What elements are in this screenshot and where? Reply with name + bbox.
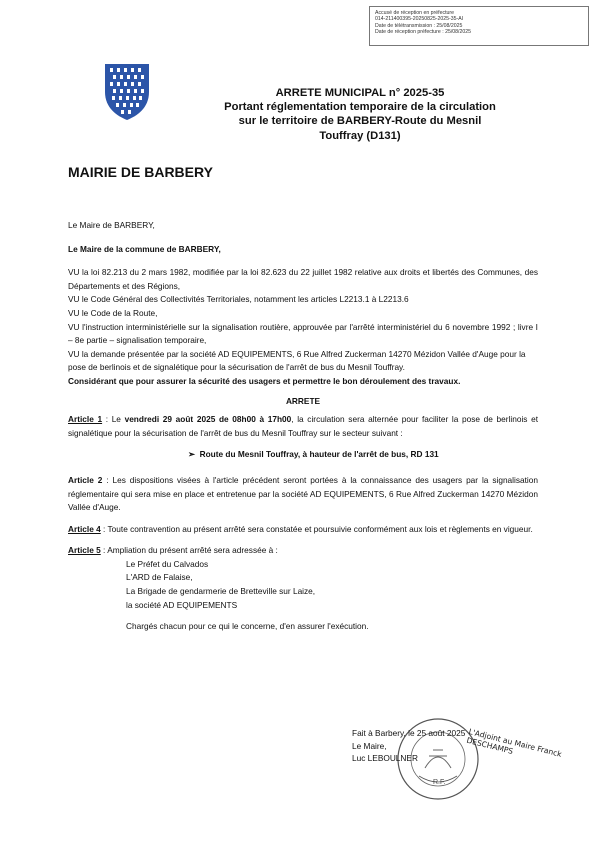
signature-block (352, 727, 465, 765)
article-text: : Toute contravention au présent arrêté sera constatée et poursuivie conformément aux lois et règlements en vigueur. (100, 523, 533, 534)
handwritten-adjoint-signature (466, 727, 592, 775)
bullet-text: Route du Mesnil Touffray, à hauteur de l'arrêt de bus, RD 131 (199, 449, 439, 460)
title-line: ARRETE MUNICIPAL n° 2025-35 (275, 87, 445, 99)
article-label: Article 4 (68, 523, 101, 534)
ampliation-list (126, 558, 538, 634)
signature-place-date: Fait à Barbery, le 25 août 2025 (352, 728, 466, 738)
article-1-bullet (188, 448, 538, 462)
article-text: : Ampliation du présent arrêté sera adressée à : (100, 545, 278, 556)
mairie-heading: MAIRIE DE BARBERY (68, 164, 213, 180)
considerant-paragraph: Considérant que pour assurer la sécurité des usagers et permettre le bon déroulement des travaux. (68, 375, 461, 386)
arrete-heading: ARRETE (285, 395, 321, 406)
intro-line: Le Maire de BARBERY, (68, 220, 155, 230)
article-5 (68, 544, 538, 558)
vu-paragraph: VU le Code Général des Collectivités Territoriales, notamment les articles L2213.1 à L2213.6 (68, 294, 409, 305)
vu-paragraph: VU le Code de la Route, (68, 307, 158, 318)
prefecture-receipt-box (369, 6, 589, 46)
article-label: Article 1 (68, 414, 103, 425)
coat-of-arms-icon (103, 62, 151, 122)
signature-name: Luc LEBOULNER (352, 753, 418, 763)
arrow-bullet-icon: ➢ (188, 449, 195, 460)
list-item: Le Préfet du Calvados (126, 558, 209, 569)
intro-line-bold: Le Maire de la commune de BARBERY, (68, 243, 221, 254)
handwritten-text: L'Adjoint au Maire Franck DESCHAMPS (465, 727, 563, 759)
vu-paragraph: VU la loi 82.213 du 2 mars 1982, modifiée par la loi 82.623 du 22 juillet 1982 relative aux droits et libertés des Communes, des Départements et des Régions, (68, 267, 538, 291)
vu-paragraph: VU la demande présentée par la société AD EQUIPEMENTS, 6 Rue Alfred Zuckerman 14270 Mézidon Vallée d'Auge pour la pose de berlinois et de signalétique pour la sécurisation de l'arrêt de bus du Mesnil Touffray. (68, 348, 526, 373)
list-item: la société AD EQUIPEMENTS (126, 599, 238, 610)
closing-line: Chargés chacun pour ce qui le concerne, d'en assurer l'exécution. (126, 621, 369, 632)
list-item: La Brigade de gendarmerie de Bretteville sur Laize, (126, 586, 316, 597)
title-line: sur le territoire de BARBERY-Route du Mesnil (238, 115, 482, 128)
signature-role: Le Maire, (352, 740, 387, 751)
article-1 (68, 413, 538, 440)
vu-paragraph: VU l'instruction interministérielle sur la signalisation routière, approuvée par l'arrêté interministériel du 6 novembre 1992 ; livre I – 8e partie – signalisation temporaire, (68, 321, 538, 346)
decree-title (210, 86, 510, 143)
article-4 (68, 523, 538, 537)
title-line: Touffray (D131) (319, 129, 401, 142)
document-body (68, 219, 538, 634)
article-label: Article 2 (68, 474, 103, 485)
article-text: : Le (102, 414, 125, 425)
receipt-line: Date de réception préfecture : 25/08/2025 (375, 29, 472, 36)
article-text: : Les dispositions visées à l'article précédent seront portées à la connaissance des usagers par la signalisation réglementaire qui sera mise en place et entretenue par la société AD EQUIPEMENTS, 6 Rue Alfred Zuckerman 14270 Mézidon Vallée d'Auge. (68, 474, 538, 513)
svg-text:R.F.: R.F. (433, 779, 446, 786)
title-line: Portant réglementation temporaire de la circulation (224, 101, 496, 114)
list-item: L'ARD de Falaise, (126, 572, 193, 583)
article-label: Article 5 (68, 545, 101, 556)
receipt-line: 014-211400395-20250825-2025-35-AI (375, 16, 464, 23)
article-text: , la circulation sera alternée pour faciliter la pose de berlinois et signalétique pour la sécurisation de l'arrêt de bus du Mesnil Touffray sur le secteur suivant : (68, 414, 539, 438)
receipt-line: Date de télétransmission : 25/08/2025 (375, 22, 463, 29)
receipt-line: Accusé de réception en préfecture (375, 10, 455, 16)
article-2 (68, 474, 538, 515)
article-date: vendredi 29 août 2025 de 08h00 à 17h00 (124, 414, 292, 425)
